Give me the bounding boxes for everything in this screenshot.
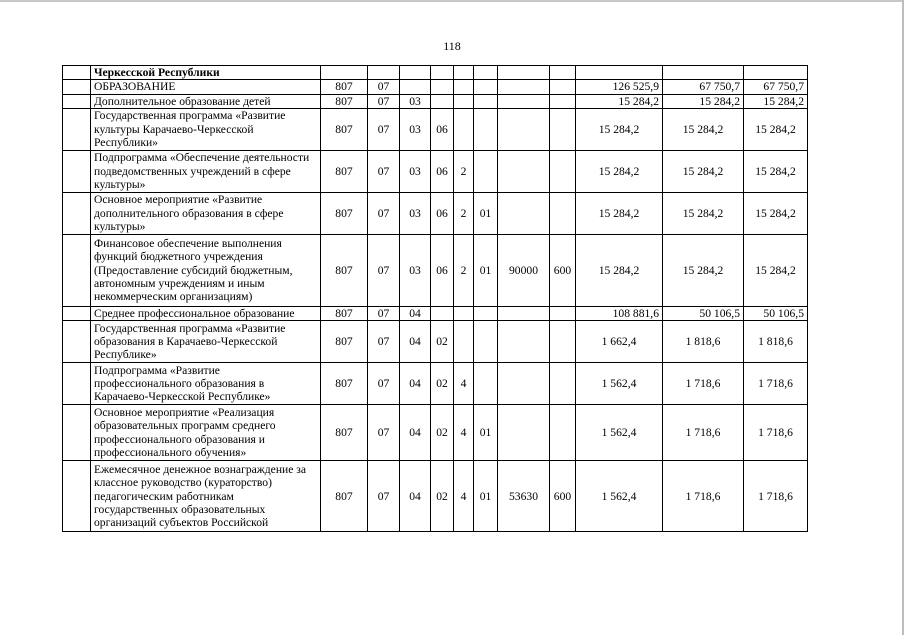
row-name: Основное мероприятие «Реализация образовательных программ среднего профессионального образования и профессионального обучения» [91,405,321,461]
col-amount-year2: 67 750,7 [663,80,744,94]
col-program: 06 [431,234,454,306]
col-pr: 03 [400,150,431,192]
col-rz: 07 [368,192,400,234]
col-target-code [498,94,550,108]
col-amount-year1 [576,66,663,80]
col-amount-year1: 15 284,2 [576,108,663,150]
col-pr: 04 [400,405,431,461]
col-subprogram [454,94,474,108]
col-gr: 807 [321,192,368,234]
row-name: Подпрограмма «Обеспечение деятельности подведомственных учреждений в сфере культуры» [91,150,321,192]
table-row [63,80,808,94]
row-name: Подпрограмма «Развитие профессионального образования в Карачаево-Черкесской Республике» [91,363,321,405]
col-target-code [498,66,550,80]
col-amount-year1: 1 562,4 [576,363,663,405]
row-blank-cell [63,108,91,150]
col-expense-type [550,94,576,108]
col-measure: 01 [474,461,498,532]
col-pr: 03 [400,94,431,108]
col-program [431,80,454,94]
col-pr: 04 [400,461,431,532]
row-blank-cell [63,306,91,320]
col-pr [400,80,431,94]
col-amount-year3: 1 718,6 [744,363,808,405]
col-amount-year1: 108 881,6 [576,306,663,320]
col-amount-year3: 15 284,2 [744,192,808,234]
col-rz: 07 [368,321,400,363]
row-blank-cell [63,66,91,80]
table-row [63,306,808,320]
col-gr: 807 [321,94,368,108]
col-measure [474,306,498,320]
table-row [63,405,808,461]
col-gr: 807 [321,405,368,461]
col-expense-type [550,66,576,80]
col-program: 06 [431,150,454,192]
col-measure [474,150,498,192]
col-target-code [498,80,550,94]
col-measure [474,80,498,94]
col-program: 06 [431,108,454,150]
col-amount-year1: 15 284,2 [576,192,663,234]
row-blank-cell [63,192,91,234]
row-blank-cell [63,405,91,461]
col-target-code [498,405,550,461]
row-name: Среднее профессиональное образование [91,306,321,320]
col-target-code: 53630 [498,461,550,532]
col-target-code [498,108,550,150]
col-amount-year1: 126 525,9 [576,80,663,94]
col-measure [474,363,498,405]
row-name: Государственная программа «Развитие культуры Карачаево-Черкесской Республики» [91,108,321,150]
col-measure [474,321,498,363]
col-rz: 07 [368,363,400,405]
col-pr: 03 [400,234,431,306]
col-target-code: 90000 [498,234,550,306]
col-amount-year1: 1 562,4 [576,461,663,532]
row-name: Ежемесячное денежное вознаграждение за классное руководство (кураторство) педагогическим работникам государственных образовательных организаций субъектов Российской [91,461,321,532]
col-amount-year3 [744,66,808,80]
col-amount-year3: 15 284,2 [744,108,808,150]
col-target-code [498,363,550,405]
col-subprogram: 2 [454,150,474,192]
col-target-code [498,306,550,320]
col-rz [368,66,400,80]
row-blank-cell [63,80,91,94]
col-gr: 807 [321,150,368,192]
col-pr: 03 [400,108,431,150]
col-gr: 807 [321,306,368,320]
col-amount-year1: 1 662,4 [576,321,663,363]
row-blank-cell [63,150,91,192]
col-amount-year2: 1 718,6 [663,461,744,532]
col-amount-year3: 50 106,5 [744,306,808,320]
col-amount-year3: 15 284,2 [744,234,808,306]
col-expense-type [550,363,576,405]
col-target-code [498,321,550,363]
col-expense-type [550,108,576,150]
col-program: 02 [431,461,454,532]
col-subprogram [454,306,474,320]
col-gr: 807 [321,80,368,94]
col-expense-type: 600 [550,461,576,532]
table-row [63,321,808,363]
row-name: Дополнительное образование детей [91,94,321,108]
table-row [63,234,808,306]
col-expense-type: 600 [550,234,576,306]
col-rz: 07 [368,461,400,532]
col-amount-year2: 15 284,2 [663,108,744,150]
col-gr [321,66,368,80]
scan-edge-top [0,0,904,2]
row-blank-cell [63,363,91,405]
col-amount-year3: 1 818,6 [744,321,808,363]
col-expense-type [550,321,576,363]
col-subprogram [454,108,474,150]
table-row [63,363,808,405]
col-program: 02 [431,363,454,405]
row-name: Черкесской Республики [91,66,321,80]
col-measure: 01 [474,234,498,306]
col-program: 06 [431,192,454,234]
col-program [431,94,454,108]
col-pr: 04 [400,321,431,363]
col-amount-year2: 1 718,6 [663,405,744,461]
col-program [431,66,454,80]
col-pr: 03 [400,192,431,234]
col-measure [474,66,498,80]
row-name: ОБРАЗОВАНИЕ [91,80,321,94]
col-rz: 07 [368,94,400,108]
table-row [63,108,808,150]
col-measure [474,108,498,150]
col-measure [474,94,498,108]
col-gr: 807 [321,363,368,405]
col-rz: 07 [368,405,400,461]
col-target-code [498,150,550,192]
col-rz: 07 [368,306,400,320]
table-row [63,94,808,108]
col-amount-year1: 1 562,4 [576,405,663,461]
col-expense-type [550,80,576,94]
col-subprogram: 2 [454,234,474,306]
page-number: 118 [443,39,461,53]
col-measure: 01 [474,192,498,234]
col-amount-year2: 15 284,2 [663,150,744,192]
col-amount-year2 [663,66,744,80]
col-subprogram [454,66,474,80]
row-blank-cell [63,234,91,306]
row-name: Основное мероприятие «Развитие дополнительного образования в сфере культуры» [91,192,321,234]
col-pr [400,66,431,80]
col-amount-year3: 1 718,6 [744,461,808,532]
col-amount-year3: 15 284,2 [744,150,808,192]
col-rz: 07 [368,234,400,306]
col-subprogram: 4 [454,405,474,461]
col-program: 02 [431,321,454,363]
col-amount-year1: 15 284,2 [576,150,663,192]
col-amount-year3: 15 284,2 [744,94,808,108]
col-subprogram: 2 [454,192,474,234]
col-subprogram: 4 [454,461,474,532]
col-subprogram: 4 [454,363,474,405]
col-amount-year2: 1 818,6 [663,321,744,363]
col-amount-year2: 15 284,2 [663,192,744,234]
col-gr: 807 [321,461,368,532]
col-measure: 01 [474,405,498,461]
table-row [63,66,808,80]
col-gr: 807 [321,108,368,150]
row-blank-cell [63,461,91,532]
col-pr: 04 [400,363,431,405]
col-rz: 07 [368,80,400,94]
table-row [63,150,808,192]
col-expense-type [550,306,576,320]
row-name: Финансовое обеспечение выполнения функций бюджетного учреждения (Предоставление субсидий бюджетным, автономным учреждениям и иным некоммерческим организациям) [91,234,321,306]
row-blank-cell [63,321,91,363]
budget-table [62,65,808,532]
col-rz: 07 [368,108,400,150]
table-row [63,192,808,234]
col-amount-year1: 15 284,2 [576,94,663,108]
col-amount-year2: 15 284,2 [663,94,744,108]
row-blank-cell [63,94,91,108]
col-expense-type [550,405,576,461]
col-expense-type [550,192,576,234]
col-gr: 807 [321,321,368,363]
col-amount-year3: 1 718,6 [744,405,808,461]
col-pr: 04 [400,306,431,320]
col-rz: 07 [368,150,400,192]
col-program: 02 [431,405,454,461]
col-gr: 807 [321,234,368,306]
col-subprogram [454,80,474,94]
col-amount-year2: 1 718,6 [663,363,744,405]
col-amount-year2: 50 106,5 [663,306,744,320]
col-target-code [498,192,550,234]
table-row [63,461,808,532]
row-name: Государственная программа «Развитие образования в Карачаево-Черкесской Республике» [91,321,321,363]
col-amount-year1: 15 284,2 [576,234,663,306]
col-amount-year2: 15 284,2 [663,234,744,306]
col-subprogram [454,321,474,363]
col-amount-year3: 67 750,7 [744,80,808,94]
col-expense-type [550,150,576,192]
col-program [431,306,454,320]
